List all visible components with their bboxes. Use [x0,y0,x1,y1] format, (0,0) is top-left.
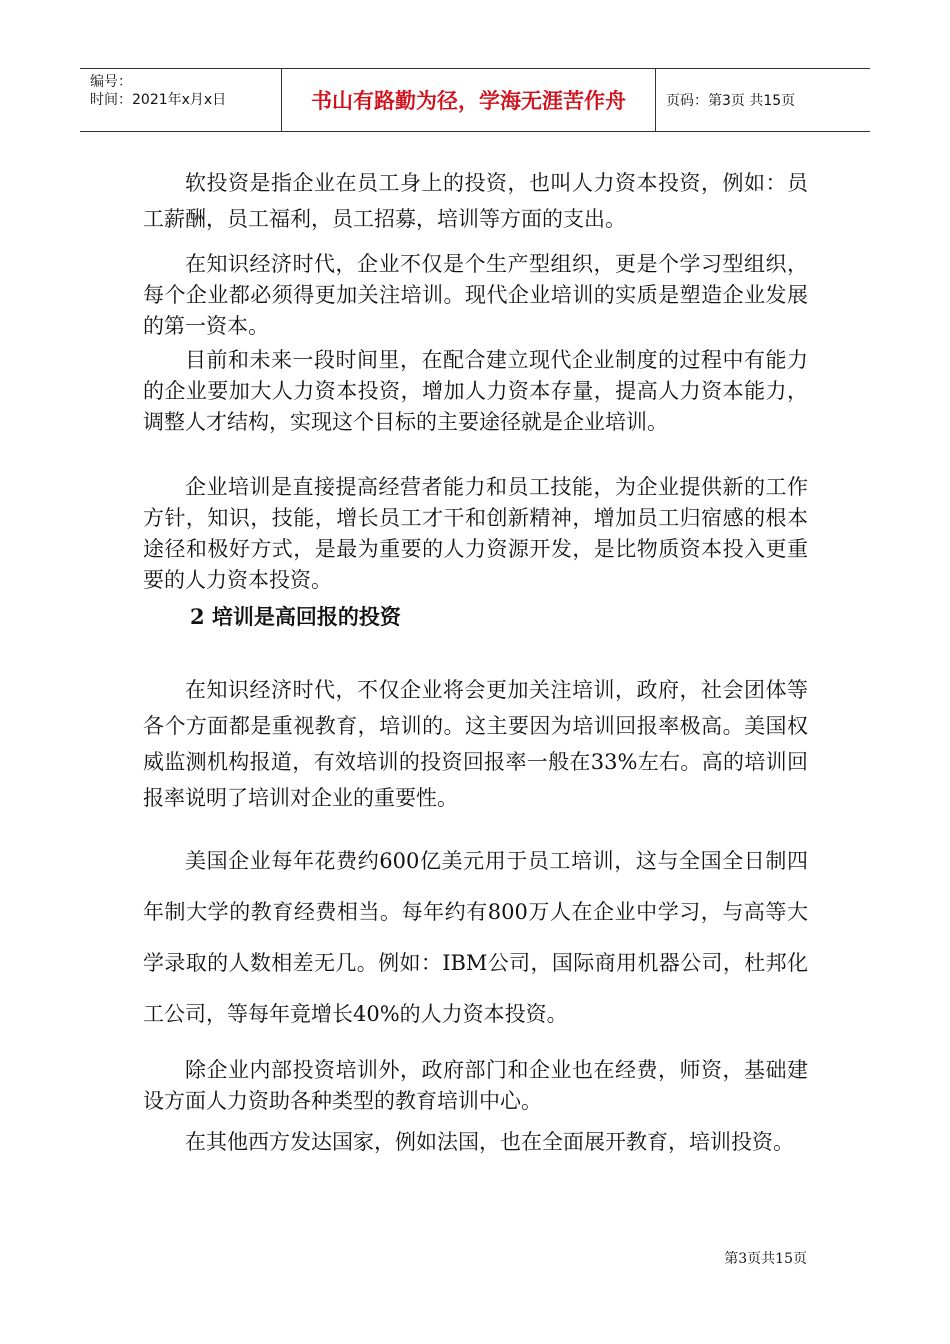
header-meta [80,69,282,131]
header-page-info: 页码：第3页 共15页 [666,93,796,109]
paragraph-future-investment: 目前和未来一段时间里，在配合建立现代企业制度的过程中有能力的企业要加大人力资本投资，增加人力资本存量，提高人力资本能力，调整人才结构，实现这个目标的主要途径就是企业培训。 [143,348,808,434]
document-number-label: 编号： [90,74,132,90]
paragraph-high-return: 在知识经济时代，不仅企业将会更加关注培训，政府，社会团体等各个方面都是重视教育，培训的。这主要因为培训回报率极高。美国权威监测机构报道，有效培训的投资回报率一般在33%左右。高的培训回报率说明了培训对企业的重要性。 [143,678,808,810]
document-time-label: 时间：2021年x月x日 [90,92,227,108]
paragraph-western-countries: 在其他西方发达国家，例如法国，也在全面展开教育，培训投资。 [185,1130,794,1154]
page-footer: 第3页共15页 [724,1251,807,1267]
section-heading: 2 培训是高回报的投资 [190,604,401,629]
page-header [80,68,870,132]
paragraph-knowledge-economy: 在知识经济时代，企业不仅是个生产型组织，更是个学习型组织，每个企业都必须得更加关注培训。现代企业培训的实质是塑造企业发展的第一资本。 [143,252,808,338]
paragraph-enterprise-training: 企业培训是直接提高经营者能力和员工技能，为企业提供新的工作方针，知识，技能，增长员工才干和创新精神，增加员工归宿感的根本途径和极好方式，是最为重要的人力资源开发，是比物质资本投入更重要的人力资本投资。 [143,475,808,592]
paragraph-us-spending: 美国企业每年花费约600亿美元用于员工培训，这与全国全日制四年制大学的教育经费相当。每年约有800万人在企业中学习，与高等大学录取的人数相差无几。例如：IBM公司，国际商用机器公司，杜邦化工公司，等每年竟增长40%的人力资本投资。 [143,849,808,1026]
header-motto: 书山有路勤为径，学海无涯苦作舟 [282,69,656,131]
paragraph-soft-investment: 软投资是指企业在员工身上的投资，也叫人力资本投资，例如：员工薪酬，员工福利，员工招募，培训等方面的支出。 [143,171,808,231]
paragraph-government-support: 除企业内部投资培训外，政府部门和企业也在经费，师资，基础建设方面人力资助各种类型的教育培训中心。 [143,1058,808,1113]
